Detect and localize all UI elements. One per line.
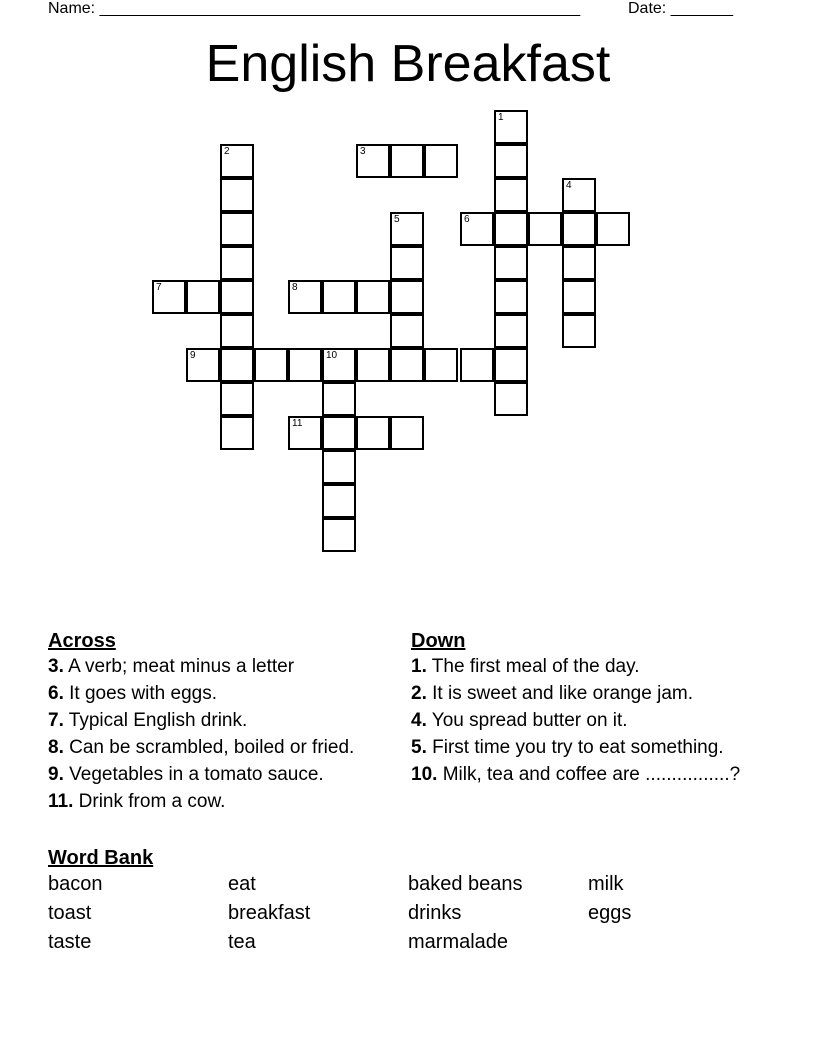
grid-cell[interactable] (322, 348, 356, 382)
grid-cell[interactable] (220, 212, 254, 246)
grid-cell[interactable] (220, 382, 254, 416)
grid-cell[interactable] (356, 280, 390, 314)
crossword-grid (0, 110, 816, 560)
clue-across-9 (48, 764, 388, 786)
grid-cell[interactable] (288, 280, 322, 314)
grid-cell[interactable] (460, 348, 494, 382)
word-bank-item: taste (48, 931, 92, 953)
grid-cell[interactable] (220, 246, 254, 280)
clue-number: 4. (411, 710, 427, 731)
clue-across-7 (48, 710, 388, 732)
grid-cell[interactable] (322, 484, 356, 518)
clue-text: Can be scrambled, boiled or fried. (69, 737, 355, 758)
word-bank-item: bacon (48, 873, 103, 895)
grid-cell[interactable] (494, 314, 528, 348)
clue-text: You spread butter on it. (431, 710, 628, 731)
grid-cell[interactable] (460, 212, 494, 246)
word-bank-item: milk (588, 873, 624, 895)
clue-text: The first meal of the day. (431, 656, 640, 677)
across-heading: Across (48, 630, 116, 652)
grid-cell[interactable] (390, 212, 424, 246)
cell-number: 7 (156, 282, 162, 293)
cell-number: 9 (190, 350, 196, 361)
clue-down-5 (411, 737, 761, 759)
grid-cell[interactable] (322, 416, 356, 450)
word-bank-item: tea (228, 931, 256, 953)
name-field-label: Name: ______________________________________________________ (48, 0, 581, 17)
grid-cell[interactable] (494, 246, 528, 280)
puzzle-title: English Breakfast (205, 35, 611, 93)
word-bank-item: drinks (408, 902, 462, 924)
cell-number: 4 (566, 180, 572, 191)
grid-cell[interactable] (494, 212, 528, 246)
date-field-label: Date: _______ (628, 0, 733, 17)
grid-cell[interactable] (288, 348, 322, 382)
grid-cell[interactable] (356, 144, 390, 178)
grid-cell[interactable] (356, 416, 390, 450)
clue-number: 6. (48, 683, 64, 704)
word-bank-heading: Word Bank (48, 847, 154, 869)
clue-text: First time you try to eat something. (432, 737, 724, 758)
clue-down-10 (411, 764, 761, 786)
clue-number: 7. (48, 710, 64, 731)
clue-number: 1. (411, 656, 427, 677)
grid-cell[interactable] (186, 348, 220, 382)
cell-number: 11 (292, 418, 303, 429)
grid-cell[interactable] (390, 280, 424, 314)
grid-cell[interactable] (288, 416, 322, 450)
word-bank-item: baked beans (408, 873, 523, 895)
grid-cell[interactable] (494, 144, 528, 178)
grid-cell[interactable] (322, 518, 356, 552)
down-clues (411, 628, 761, 791)
clue-number: 10. (411, 764, 438, 785)
word-bank-item: breakfast (228, 902, 311, 924)
grid-cell[interactable] (424, 348, 458, 382)
clue-text: Milk, tea and coffee are ................? (442, 764, 741, 785)
clue-number: 3. (48, 656, 64, 677)
clue-text: Typical English drink. (68, 710, 248, 731)
grid-cell[interactable] (220, 178, 254, 212)
cell-number: 1 (498, 112, 504, 123)
clue-across-8 (48, 737, 388, 759)
clue-text: It is sweet and like orange jam. (432, 683, 693, 704)
word-bank-item: eggs (588, 902, 632, 924)
grid-cell[interactable] (494, 348, 528, 382)
clue-down-4 (411, 710, 761, 732)
across-clues (48, 628, 388, 818)
grid-cell[interactable] (562, 314, 596, 348)
down-heading: Down (411, 630, 466, 652)
cell-number: 5 (394, 214, 400, 225)
grid-cell[interactable] (220, 314, 254, 348)
grid-cell[interactable] (322, 382, 356, 416)
cell-number: 2 (224, 146, 230, 157)
grid-cell[interactable] (322, 450, 356, 484)
grid-cell[interactable] (322, 280, 356, 314)
clue-number: 2. (411, 683, 427, 704)
grid-cell[interactable] (220, 348, 254, 382)
grid-cell[interactable] (220, 280, 254, 314)
clue-text: Drink from a cow. (78, 791, 226, 812)
grid-cell[interactable] (596, 212, 630, 246)
clue-number: 9. (48, 764, 64, 785)
grid-cell[interactable] (562, 178, 596, 212)
grid-cell[interactable] (562, 246, 596, 280)
clue-number: 5. (411, 737, 427, 758)
clue-number: 11. (48, 791, 74, 812)
clue-text: Vegetables in a tomato sauce. (69, 764, 324, 785)
cell-number: 3 (360, 146, 366, 157)
clue-across-3 (48, 656, 388, 678)
grid-cell[interactable] (254, 348, 288, 382)
clue-text: A verb; meat minus a letter (68, 656, 295, 677)
grid-cell[interactable] (494, 110, 528, 144)
grid-cell[interactable] (562, 280, 596, 314)
cell-number: 8 (292, 282, 298, 293)
grid-cell[interactable] (186, 280, 220, 314)
grid-cell[interactable] (220, 416, 254, 450)
clue-down-1 (411, 656, 761, 678)
grid-cell[interactable] (494, 178, 528, 212)
grid-cell[interactable] (528, 212, 562, 246)
grid-cell[interactable] (152, 280, 186, 314)
clue-down-2 (411, 683, 761, 705)
grid-cell[interactable] (356, 348, 390, 382)
grid-cell[interactable] (494, 280, 528, 314)
grid-cell[interactable] (220, 144, 254, 178)
word-bank-item: eat (228, 873, 256, 895)
grid-cell[interactable] (390, 416, 424, 450)
grid-cell[interactable] (390, 314, 424, 348)
cell-number: 6 (464, 214, 470, 225)
grid-cell[interactable] (390, 144, 424, 178)
clue-number: 8. (48, 737, 64, 758)
grid-cell[interactable] (390, 348, 424, 382)
clue-across-6 (48, 683, 388, 705)
word-bank-item: marmalade (408, 931, 509, 953)
grid-cell[interactable] (424, 144, 458, 178)
grid-cell[interactable] (390, 246, 424, 280)
word-bank-item: toast (48, 902, 92, 924)
cell-number: 10 (326, 350, 338, 361)
clue-text: It goes with eggs. (69, 683, 218, 704)
grid-cell[interactable] (562, 212, 596, 246)
grid-cell[interactable] (494, 382, 528, 416)
clue-across-11 (48, 791, 388, 813)
